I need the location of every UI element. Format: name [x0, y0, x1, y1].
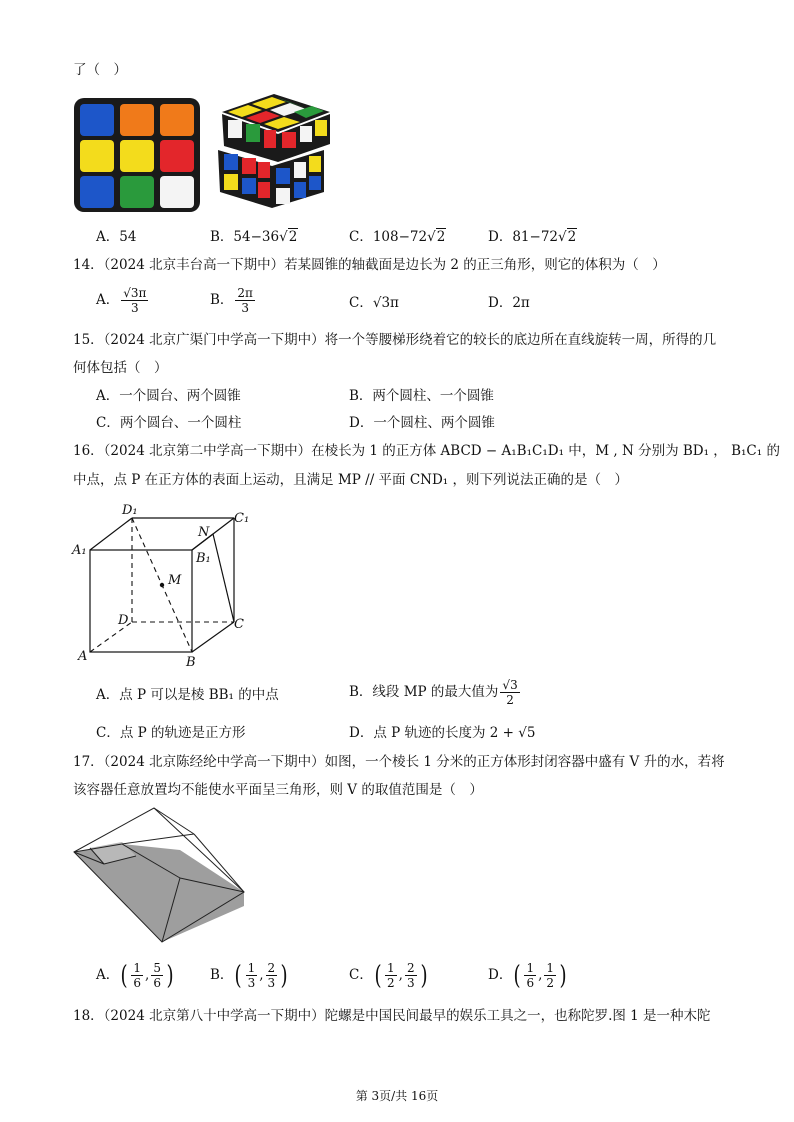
label-m: M	[168, 573, 182, 588]
q16-option-d[interactable]: D．点 P 轨迹的长度为 2 + √5	[349, 725, 536, 741]
q15-option-d[interactable]: D．一个圆柱、两个圆锥	[349, 415, 495, 431]
q14-option-d[interactable]: D．2π	[488, 295, 530, 311]
rubiks-cube-image-right	[212, 92, 340, 214]
label-n: N	[198, 525, 210, 540]
q15-stem-line1: 15．（2024 北京广渠门中学高一下期中）将一个等腰梯形绕着它的较长的底边所在直线旋转一周，所得的几	[73, 332, 717, 348]
q13-option-d[interactable]: D．81−72√2	[488, 229, 577, 245]
q14-option-b[interactable]: B． $\frac{2\pi}{3}$	[210, 286, 253, 315]
page-footer: 第 3页/共 16页	[355, 1089, 439, 1103]
label-c: C	[234, 617, 244, 632]
q17-option-b[interactable]: B．( $\frac{1}{3}$ , $\frac{2}{3}$ )	[210, 960, 288, 991]
label-a: A	[78, 649, 88, 664]
q15-stem-line2: 何体包括（ ）	[73, 360, 168, 376]
q14-stem: 14．（2024 北京丰台高一下期中）若某圆锥的轴截面是边长为 2 的正三角形，则它的体积为（ ）	[73, 257, 666, 273]
question-fragment: 了（ ）	[73, 62, 127, 78]
q16-option-b[interactable]: B．线段 MP 的最大值为 $\frac{√3}{2}$	[349, 678, 518, 707]
cube-figure	[70, 500, 260, 672]
q13-option-c[interactable]: C．108−72√2	[349, 229, 446, 245]
q17-stem-line2: 该容器任意放置均不能使水平面呈三角形，则 V 的取值范围是（ ）	[73, 782, 483, 798]
q17-option-c[interactable]: C．( $\frac{1}{2}$ , $\frac{2}{3}$ )	[349, 960, 428, 991]
label-a1: A₁	[72, 543, 87, 558]
q17-stem-line1: 17．（2024 北京陈经纶中学高一下期中）如图，一个棱长 1 分米的正方体形封闭容器中盛有 V 升的水，若将	[73, 754, 725, 770]
q16-option-a[interactable]: A．点 P 可以是棱 BB₁ 的中点	[96, 687, 279, 703]
rubiks-cube-image-left	[72, 96, 202, 214]
label-c1: C₁	[234, 511, 250, 526]
label-d: D	[118, 613, 129, 628]
q14-option-a[interactable]: A． $\frac{√3\pi}{3}$	[96, 286, 147, 315]
q14-option-c[interactable]: C．√3π	[349, 295, 399, 311]
q15-option-b[interactable]: B．两个圆柱、一个圆锥	[349, 388, 494, 404]
tilted-cube-water-figure	[70, 806, 250, 946]
q16-option-c[interactable]: C．点 P 的轨迹是正方形	[96, 725, 246, 741]
q13-option-a[interactable]: A．54	[96, 229, 137, 245]
q17-option-a[interactable]: A．( $\frac{1}{6}$ , $\frac{5}{6}$ )	[96, 960, 174, 991]
label-b: B	[186, 655, 196, 670]
label-b1: B₁	[196, 551, 211, 566]
q15-option-a[interactable]: A．一个圆台、两个圆锥	[96, 388, 241, 404]
q18-stem-line1: 18．（2024 北京第八十中学高一下期中）陀螺是中国民间最早的娱乐工具之一，也称陀罗.图 1 是一种木陀	[73, 1008, 711, 1024]
q16-stem-line2: 中点，点 P 在正方体的表面上运动，且满足 MP // 平面 CND₁ ，则下列说法正确的是（ ）	[73, 472, 629, 488]
label-d1: D₁	[122, 503, 138, 518]
q16-stem-line1: 16．（2024 北京第二中学高一下期中）在棱长为 1 的正方体 ABCD − A₁B₁C₁D₁ 中，M , N 分别为 BD₁ ， B₁C₁ 的	[73, 443, 780, 459]
q13-option-b[interactable]: B．54−36√2	[210, 229, 298, 245]
q15-option-c[interactable]: C．两个圆台、一个圆柱	[96, 415, 242, 431]
q17-option-d[interactable]: D．( $\frac{1}{6}$ , $\frac{1}{2}$ )	[488, 960, 567, 991]
